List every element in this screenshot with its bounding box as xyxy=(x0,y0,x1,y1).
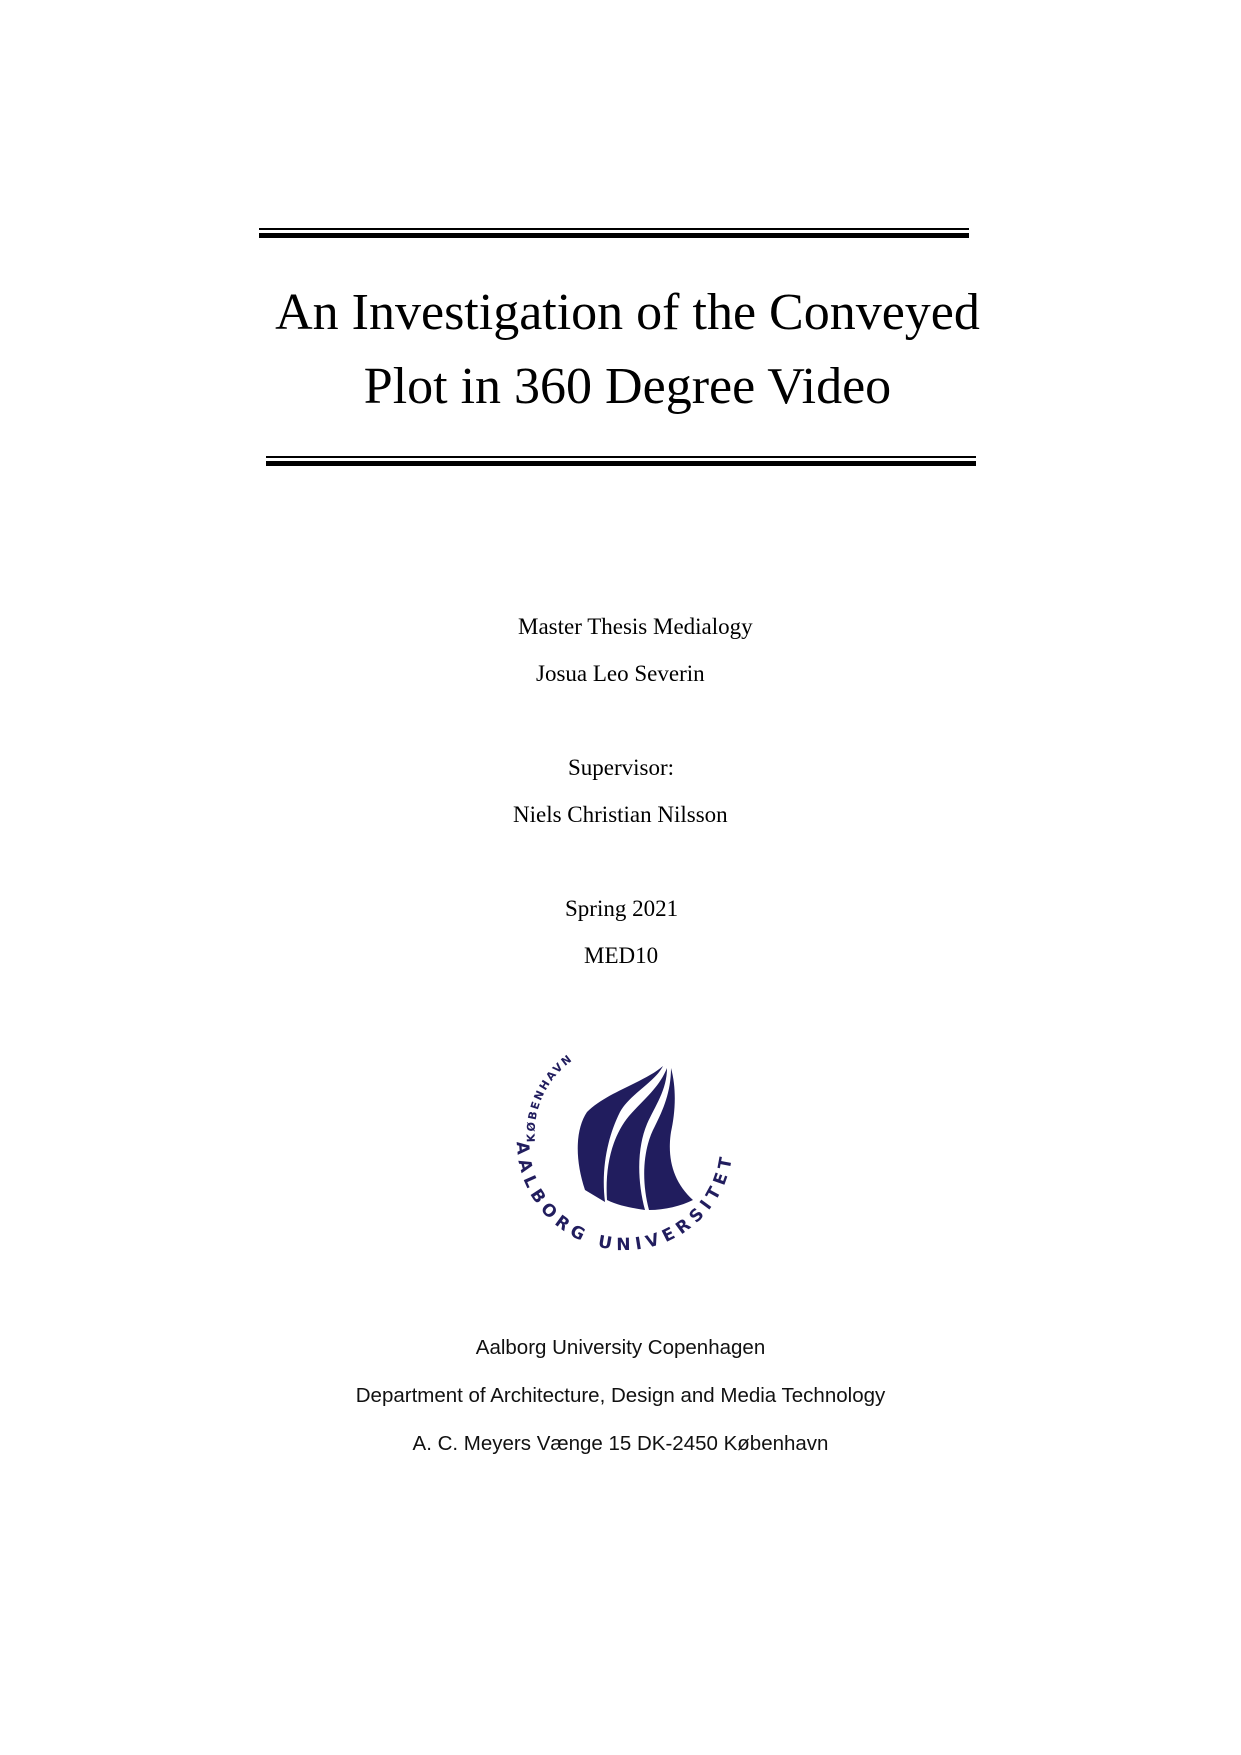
top-rule-thick xyxy=(259,233,969,238)
supervisor-name: Niels Christian Nilsson xyxy=(513,802,728,827)
author-name: Josua Leo Severin xyxy=(536,661,705,686)
svg-text:KØBENHAVN xyxy=(525,1051,576,1142)
title-line-2: Plot in 360 Degree Video xyxy=(363,358,892,415)
bottom-rule-thin xyxy=(266,456,976,458)
logo-top-text: KØBENHAVN xyxy=(524,1051,576,1143)
course-code: MED10 xyxy=(584,943,659,968)
bottom-rule-thick xyxy=(266,461,976,466)
logo-bottom-text: AALBORG UNIVERSITET xyxy=(511,1140,738,1256)
university-logo xyxy=(495,1030,755,1270)
footer-institution: Aalborg University Copenhagen xyxy=(475,1336,766,1359)
title-line-1: An Investigation of the Conveyed xyxy=(275,284,980,341)
supervisor-label: Supervisor: xyxy=(568,755,675,780)
footer-department: Department of Architecture, Design and Media Technology xyxy=(355,1384,886,1407)
footer-address: A. C. Meyers Vænge 15 DK-2450 København xyxy=(412,1432,829,1455)
semester: Spring 2021 xyxy=(565,896,679,921)
aau-waves-logo-icon xyxy=(495,1030,755,1270)
thesis-type: Master Thesis Medialogy xyxy=(518,614,753,639)
top-rule-thin xyxy=(259,228,969,230)
